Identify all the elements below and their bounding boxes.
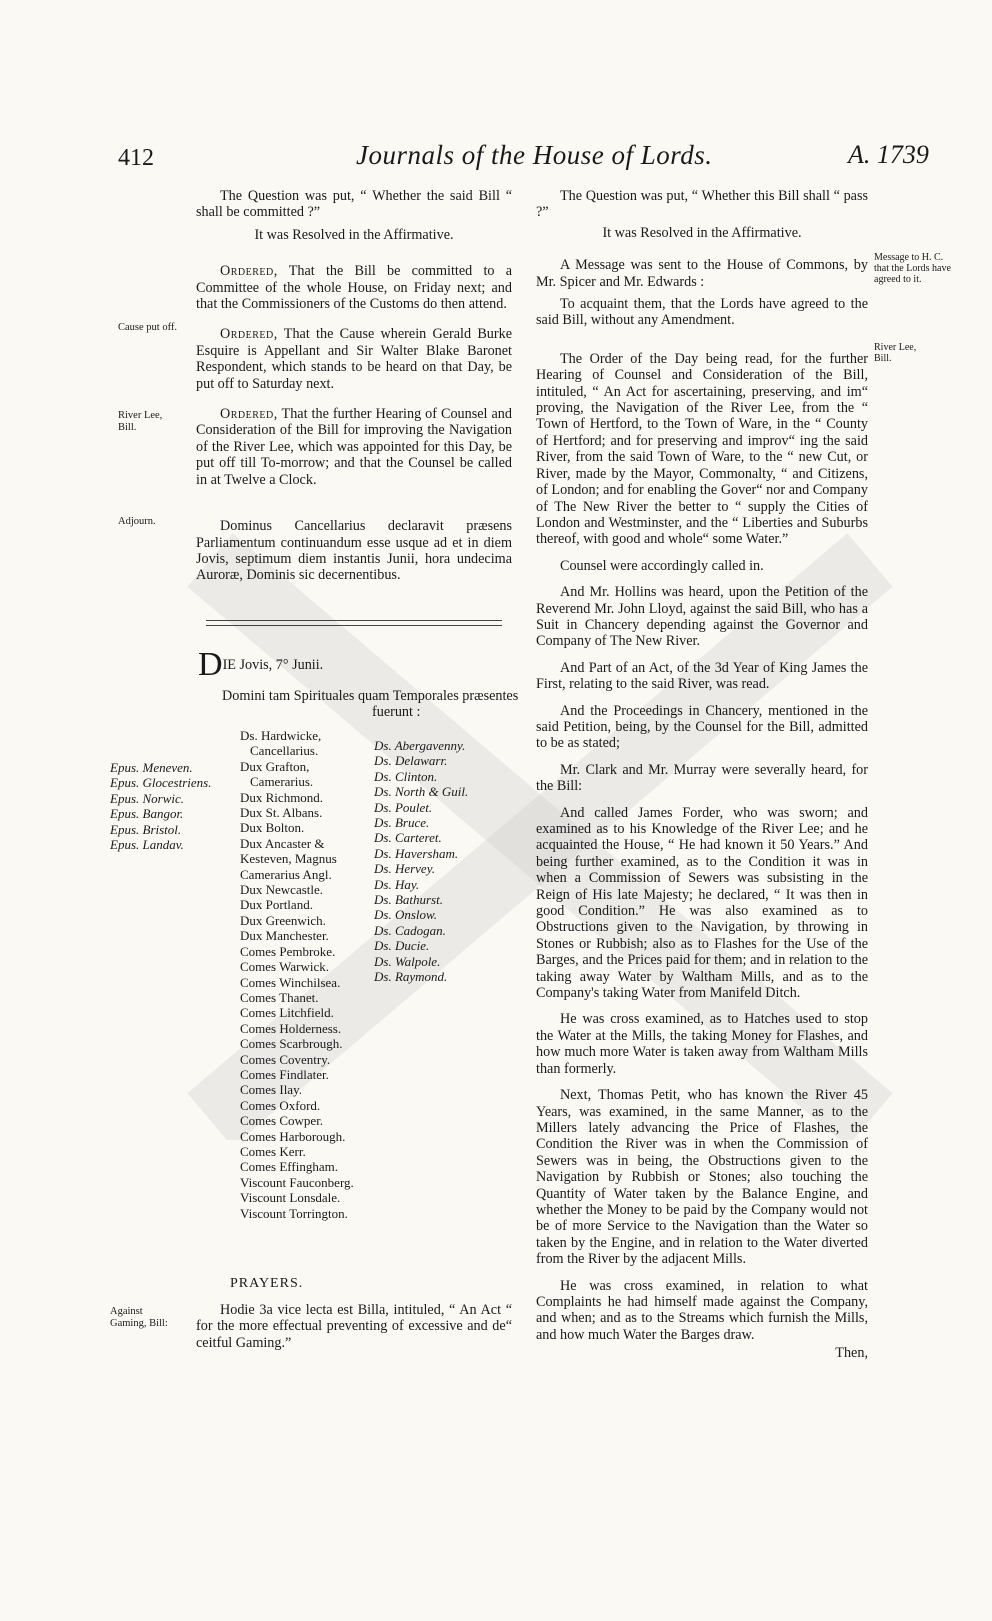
lord-officer: Comes Findlater. — [240, 1066, 329, 1082]
margin-river-lee-right: River Lee, Bill. — [874, 342, 917, 364]
day-heading — [198, 648, 323, 682]
lord-officer: Comes Warwick. — [240, 959, 329, 975]
section-rule — [206, 625, 502, 626]
lord-baron: Ds. Haversham. — [374, 845, 459, 861]
lord-bishop: Epus. Bristol. — [110, 821, 182, 837]
officers-list — [240, 728, 368, 1221]
lord-bishop: Epus. Meneven. — [110, 760, 193, 775]
lord-baron: Ds. Carteret. — [374, 830, 442, 846]
forder-examined: And called James Forder, who was sworn; and examined as to his Knowledge of the River Lee; and he acquainted the House, “ He had known it 50 Years.” And being further examined, as to the Condition it was in when a Commission of Sewers was subsisting in the Reign of His late Majesty; he declared, “ It was then in good Condition.” He was also examined as to Obstructions given to the Navigation, by throwing in Stones or Rubbish; also as to Flashes for the Use of the Barges, and the Prices paid for them; and in relation to the taking away Water by Waltham Mills, and as to the Company's taking Water from Manifeld Ditch. — [536, 804, 868, 1002]
lord-officer: Camerarius. — [250, 774, 314, 790]
lord-officer: Cancellarius. — [250, 743, 319, 759]
lord-officer: Comes Effingham. — [240, 1159, 338, 1175]
lord-officer: Comes Pembroke. — [240, 943, 336, 959]
question-pass: The Question was put, “ Whether this Bill shall “ pass ?” — [536, 188, 868, 221]
hollins-heard: And Mr. Hollins was heard, upon the Petition of the Reverend Mr. John Lloyd, against the said Bill, who has a Suit in Chancery depending against the Governor and Company of The New River. — [536, 584, 868, 650]
order-river-lee — [196, 406, 512, 488]
lord-baron: Ds. Abergavenny. — [374, 738, 466, 753]
bishops-list — [110, 760, 211, 852]
counsel-called: Counsel were accordingly called in. — [560, 557, 764, 574]
lord-baron: Ds. North & Guil. — [374, 784, 469, 800]
lord-officer: Comes Scarbrough. — [240, 1036, 343, 1052]
lord-officer: Comes Oxford. — [240, 1097, 321, 1113]
lord-officer: Comes Ilay. — [240, 1082, 302, 1098]
section-rule — [206, 620, 502, 621]
forder-cross-examined: He was cross examined, as to Hatches used to stop the Water at the Mills, the taking Money for Flashes, and how much more Water is taken away from Waltham Mills than formerly. — [536, 1011, 868, 1077]
order-committee — [196, 263, 512, 312]
running-title: Journals of the House of Lords. — [356, 140, 713, 170]
day-heading-text: IE Jovis, 7° Junii. — [222, 657, 324, 673]
catchword: Then, — [835, 1345, 868, 1362]
lord-baron: Ds. Raymond. — [374, 969, 448, 985]
order-river-lee-text: That the further Hearing of Counsel and Consideration of the Bill for improving the Navigation of the River Lee, which was appointed for this Day, be put off till To-morrow; and that the Counsel be called in at Twelve a Clock. — [196, 406, 512, 488]
barons-list — [374, 738, 468, 985]
margin-adjourn: Adjourn. — [118, 516, 156, 527]
lord-baron: Ds. Bruce. — [374, 815, 430, 831]
domini-line: Domini tam Spirituales quam Temporales præsentes — [222, 688, 519, 704]
lord-officer: Dux Manchester. — [240, 928, 329, 944]
lord-baron: Ds. Poulet. — [374, 799, 433, 815]
order-of-day: The Order of the Day being read, for the further Hearing of Counsel and Consideration of the Bill, intituled, “ An Act for ascertaining, preserving, and im“ proving, the Navigation of the River Lee, from the “ Town of Hertford, to the Town of Ware, in the “ County of Hertford; and for preserving and improv“ ing the said River, from the said Town of Ware, to the “ new Cut, or River, made by the Mayor, Commonalty, “ and Citizens, of London; and for enabling the Gover“ nor and Company of The New River the better to “ supply the Cities of London and Westminster, and the “ Liberties and Suburbs thereof, with good and whole“ some Water.” — [536, 350, 868, 548]
prayers-heading: PRAYERS. — [230, 1276, 304, 1291]
lord-officer: Viscount Lonsdale. — [240, 1190, 341, 1206]
prayers-block — [196, 1302, 512, 1351]
lord-baron: Ds. Bathurst. — [374, 892, 443, 908]
right-column — [536, 188, 868, 1362]
lord-officer: Dux Richmond. — [240, 789, 324, 805]
ordered-lead: Ordered, — [220, 263, 278, 280]
act-read: And Part of an Act, of the 3d Year of King James the First, relating to the said River, was read. — [536, 659, 868, 693]
lord-baron: Ds. Clinton. — [374, 768, 438, 784]
chancery-proceedings: And the Proceedings in Chancery, mentioned in the said Petition, being, by the Counsel for the Bill, admitted to be as stated; — [536, 702, 868, 752]
message-to-commons: A Message was sent to the House of Commons, by Mr. Spicer and Mr. Edwards : — [536, 257, 868, 290]
lord-baron: Ds. Onslow. — [374, 907, 437, 923]
question-committed: The Question was put, “ Whether the said Bill “ shall be committed ?” — [196, 188, 512, 221]
petit-cross-examined: He was cross examined, in relation to what Complaints he had himself made against the Company, and when; and as to the Streams which furnish the Mills, and how much Water the Barges draw. — [536, 1277, 868, 1343]
lord-officer: Comes Litchfield. — [240, 1005, 334, 1021]
margin-river-lee: River Lee, Bill. — [118, 410, 163, 433]
lord-officer: Comes Cowper. — [240, 1113, 324, 1129]
lord-baron: Ds. Walpole. — [374, 953, 441, 969]
lord-officer: Dux St. Albans. — [240, 805, 323, 821]
gaming-bill-text: Hodie 3a vice lecta est Billa, intituled, “ An Act “ for the more effectual preventing of excessive and de“ ceitful Gaming.” — [196, 1302, 512, 1351]
drop-initial: D — [198, 646, 223, 683]
lord-baron: Ds. Hay. — [374, 876, 420, 892]
resolved-affirmative-right: It was Resolved in the Affirmative. — [602, 224, 802, 241]
lord-officer: Dux Newcastle. — [240, 882, 324, 898]
page-number: 412 — [118, 145, 154, 171]
adjournment-text: Dominus Cancellarius declaravit præsens Parliamentum continuandum esse usque ad et in diem Jovis, septimum diem instantis Junii, hora undecima Auroræ, Dominis sic decernentibus. — [196, 518, 512, 584]
lord-officer: Dux Grafton, — [240, 758, 310, 774]
lord-baron: Ds. Hervey. — [374, 861, 436, 877]
lord-officer: Comes Thanet. — [240, 989, 319, 1005]
lord-officer: Comes Holderness. — [240, 1020, 342, 1036]
resolved-affirmative: It was Resolved in the Affirmative. — [254, 226, 454, 243]
margin-message: Message to H. C. that the Lords have agreed to it. — [874, 252, 951, 285]
order-cause-put-off — [196, 326, 512, 392]
lord-officer: Dux Bolton. — [240, 820, 305, 836]
lord-officer: Dux Portland. — [240, 897, 313, 913]
message-content: To acquaint them, that the Lords have agreed to the said Bill, without any Amendment. — [536, 296, 868, 329]
lord-officer: Comes Coventry. — [240, 1051, 331, 1067]
lord-officer: Comes Harborough. — [240, 1128, 346, 1144]
order-committee-text: That the Bill be committed to a Committee of the whole House, on Friday next; and that the Commissioners of the Customs do then attend. — [196, 263, 512, 313]
lord-officer: Comes Winchilsea. — [240, 974, 341, 990]
lord-officer: Dux Ancaster & Kesteven, Magnus Camerarius Angl. — [240, 835, 337, 882]
lord-bishop: Epus. Glocestriens. — [110, 775, 212, 791]
lord-bishop: Epus. Bangor. — [110, 806, 184, 822]
petit-examined: Next, Thomas Petit, who has known the River 45 Years, was examined, in the same Manner, as to the Millers lately advancing the Price of Flashes, the Condition the River was in when the Commission of Sewers was in being, the Obstructions given to the Navigation by Rubbish or Stones; also touching the Quantity of Water taken by the Balance Engine, and whether the Money to be paid by the Company would not be of more Service to the Navigation than the Water so taken by the Engine, and in relation to the Water diverted from the River by the adjacent Mills. — [536, 1087, 868, 1268]
lord-bishop: Epus. Landav. — [110, 837, 184, 853]
lord-baron: Ds. Cadogan. — [374, 922, 446, 938]
ordered-lead: Ordered, — [220, 326, 278, 343]
margin-gaming-bill: Against Gaming, Bill: — [110, 1306, 168, 1329]
lord-baron: Ds. Delawarr. — [374, 753, 448, 769]
lord-officer: Viscount Fauconberg. — [240, 1174, 354, 1190]
year-heading: A. 1739 — [848, 140, 929, 169]
domini-line-2: fuerunt : — [372, 704, 421, 720]
counsel-heard: Mr. Clark and Mr. Murray were severally heard, for the Bill: — [536, 761, 868, 795]
lord-baron: Ds. Ducie. — [374, 938, 430, 954]
lord-officer: Viscount Torrington. — [240, 1205, 348, 1221]
lord-officer: Ds. Hardwicke, — [240, 728, 322, 743]
order-cause-text: That the Cause wherein Gerald Burke Esquire is Appellant and Sir Walter Blake Baronet Respondent, which stands to be heard on that Day, be put off to Saturday next. — [196, 326, 512, 392]
left-column — [196, 188, 512, 584]
lord-officer: Comes Kerr. — [240, 1143, 306, 1159]
lord-officer: Dux Greenwich. — [240, 912, 326, 928]
ordered-lead: Ordered, — [220, 406, 278, 423]
margin-cause-put-off: Cause put off. — [118, 322, 178, 333]
lord-bishop: Epus. Norwic. — [110, 790, 185, 806]
